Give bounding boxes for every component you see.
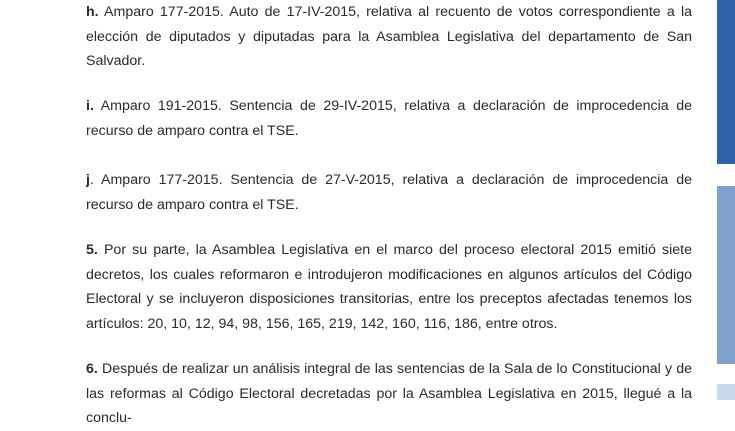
section-tab-light <box>717 384 735 400</box>
paragraph-marker: i. <box>86 98 94 114</box>
paragraph-j <box>86 168 692 217</box>
paragraph-h <box>86 0 692 74</box>
paragraph-i <box>86 94 692 143</box>
paragraph-text: Amparo 177-2015. Auto de 17-IV-2015, relativa al recuento de votos correspondiente a la elección de diputados y diputadas para la Asamblea Legislativa del departamento de San Salvador. <box>86 4 692 69</box>
paragraph-6 <box>86 357 692 431</box>
paragraph-5 <box>86 238 692 336</box>
paragraph-marker: 5. <box>86 242 98 258</box>
paragraph-text: . Amparo 177-2015. Sentencia de 27-V-2015, relativa a declaración de improcedencia de recurso de amparo contra el TSE. <box>86 172 692 213</box>
paragraph-marker: h. <box>86 4 99 20</box>
paragraph-marker: 6. <box>86 361 98 377</box>
paragraph-text: Por su parte, la Asamblea Legislativa en el marco del proceso electoral 2015 emitió siete decretos, los cuales reformaron e introdujeron modificaciones en algunos artículos del Código Electoral y se incluyeron disposiciones transitorias, entre los preceptos afectadas tenemos los artículos: 20, 10, 12, 94, 98, 156, 165, 219, 142, 160, 116, 186, entre otros. <box>86 242 692 332</box>
section-tab-mid <box>717 186 735 364</box>
paragraph-text: Amparo 191-2015. Sentencia de 29-IV-2015, relativa a declaración de improcedencia de recurso de amparo contra el TSE. <box>86 98 692 139</box>
section-tab-dark <box>717 0 735 164</box>
paragraph-marker: j <box>86 172 90 188</box>
paragraph-text: Después de realizar un análisis integral de las sentencias de la Sala de lo Constitucional y de las reformas al Código Electoral decretadas por la Asamblea Legislativa en 2015, llegué a la conclu- <box>86 361 692 426</box>
